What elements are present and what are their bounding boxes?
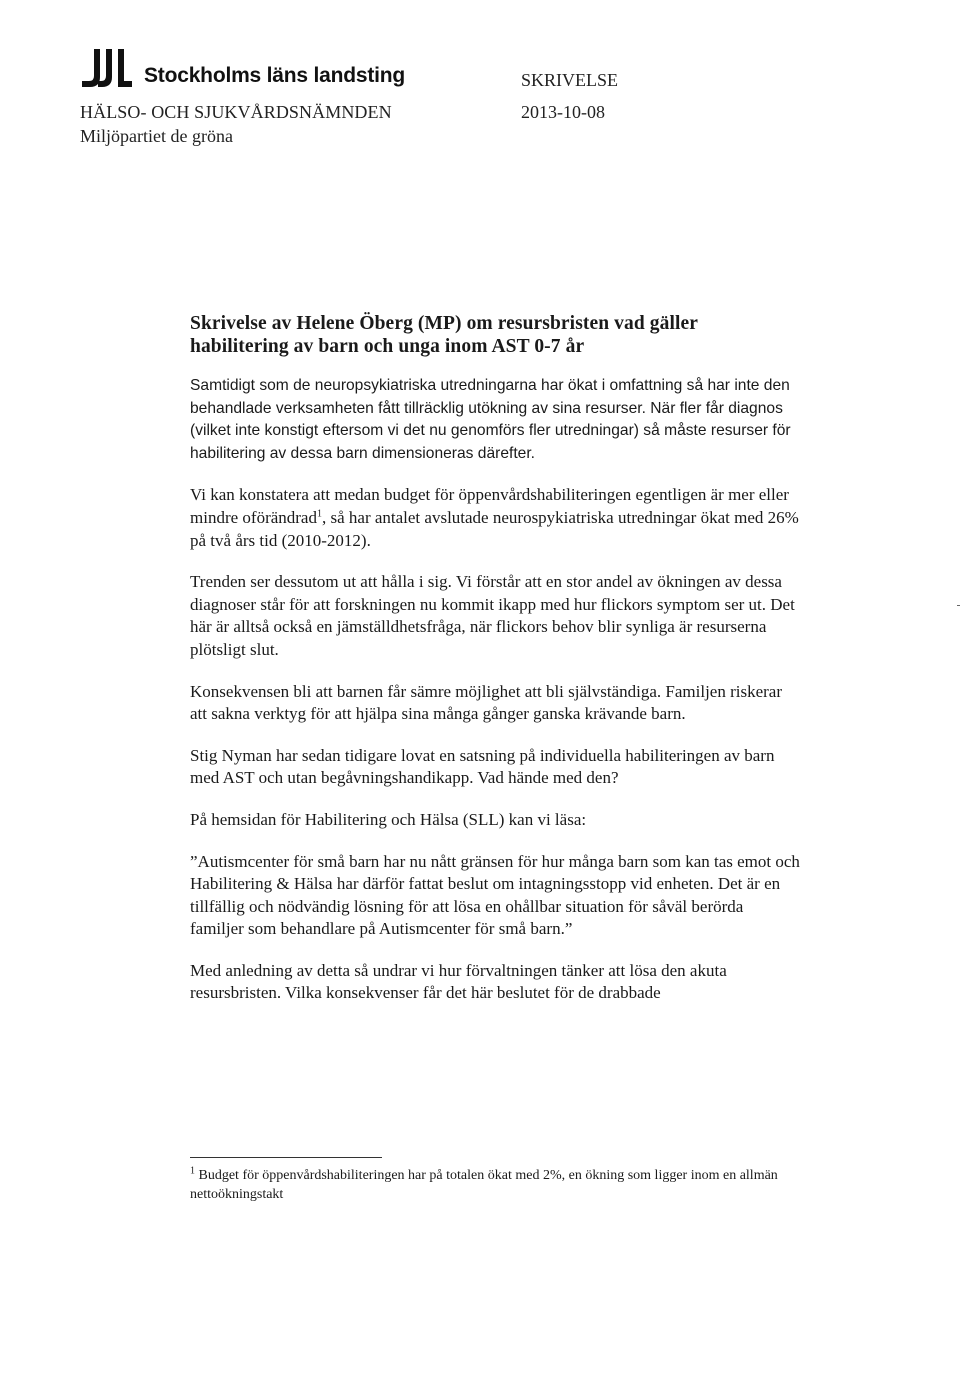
footnote-divider — [190, 1157, 382, 1158]
paragraph-4: Konsekvensen bli att barnen får sämre möjlighet att bli självständiga. Familjen riskerar att sakna verktyg för att hjälpa sina många gånger ganska krävande barn. — [190, 681, 783, 724]
footnote-reference: 1 — [316, 508, 322, 520]
footnote — [190, 1166, 810, 1204]
document-body — [190, 312, 800, 1024]
paragraph-1: Samtidigt som de neuropsykiatriska utredningarna har ökat i omfattning så har inte den behandlade verksamheten fått tillräcklig utökning av sina resurser. När fler får diagnos (vilket inte konstigt eftersom vi det nu genomförs fler utredningar) så måste resurser för habilitering av dessa barn dimensioneras därefter. — [190, 377, 791, 462]
paragraph-2 — [190, 484, 800, 552]
organization-name: Stockholms läns landsting — [144, 64, 406, 87]
document-title — [190, 312, 800, 358]
party-name: Miljöpartiet de gröna — [80, 126, 233, 146]
paragraph-5: Stig Nyman har sedan tidigare lovat en satsning på individuella habiliteringen av barn med AST och utan begåvningshandikapp. Vad hände med den? — [190, 745, 775, 788]
paragraph-2-text-a: Vi kan konstatera att medan budget för öppenvårdshabiliteringen egentligen är mer eller mindre oförändrad — [190, 485, 789, 527]
committee-name: HÄLSO- OCH SJUKVÅRDSNÄMNDEN — [80, 102, 392, 122]
footnote-text: Budget för öppenvårdshabiliteringen har på totalen ökat med 2%, en ökning som ligger inom en allmän nettoökningstakt — [190, 1168, 778, 1202]
footnote-marker: 1 — [190, 1165, 195, 1177]
paragraph-8: Med anledning av detta så undrar vi hur förvaltningen tänker att lösa den akuta resursbristen. Vilka konsekvenser får det här beslutet för de drabbade — [190, 960, 727, 1003]
sll-logo-icon — [80, 47, 132, 91]
paragraph-6: På hemsidan för Habilitering och Hälsa (SLL) kan vi läsa: — [190, 809, 587, 829]
document-date: 2013-10-08 — [521, 102, 605, 122]
paragraph-3: Trenden ser dessutom ut att hålla i sig. Vi förstår att en stor andel av ökningen av dessa diagnoser står för att forskningen nu kommit ikapp med hur flickors symptom ser ut. Det här är alltså också en jämställdhetsfråga, när flickors behov blir synliga är resurserna plötsligt slut. — [190, 572, 795, 659]
document-type: SKRIVELSE — [521, 70, 619, 90]
quote-paragraph: ”Autismcenter för små barn har nu nått gränsen för hur många barn som kan tas emot och Habilitering & Hälsa har därför fattat beslut om intagningsstopp vid enheten. Det är en tillfällig och nödvändig lösning för att lösa en ohållbar situation för såväl berörda familjer som behandlare på Autismcenter för små barn.” — [190, 851, 800, 939]
paragraph-2-text-b: , så har antalet avslutade neurospykiatriska utredningar ökat med 26% på två års tid (2010-2012). — [190, 507, 799, 550]
title-line-1: Skrivelse av Helene Öberg (MP) om resursbristen vad gäller — [190, 313, 699, 334]
title-line-2: habilitering av barn och unga inom AST 0-7 år — [190, 336, 585, 357]
